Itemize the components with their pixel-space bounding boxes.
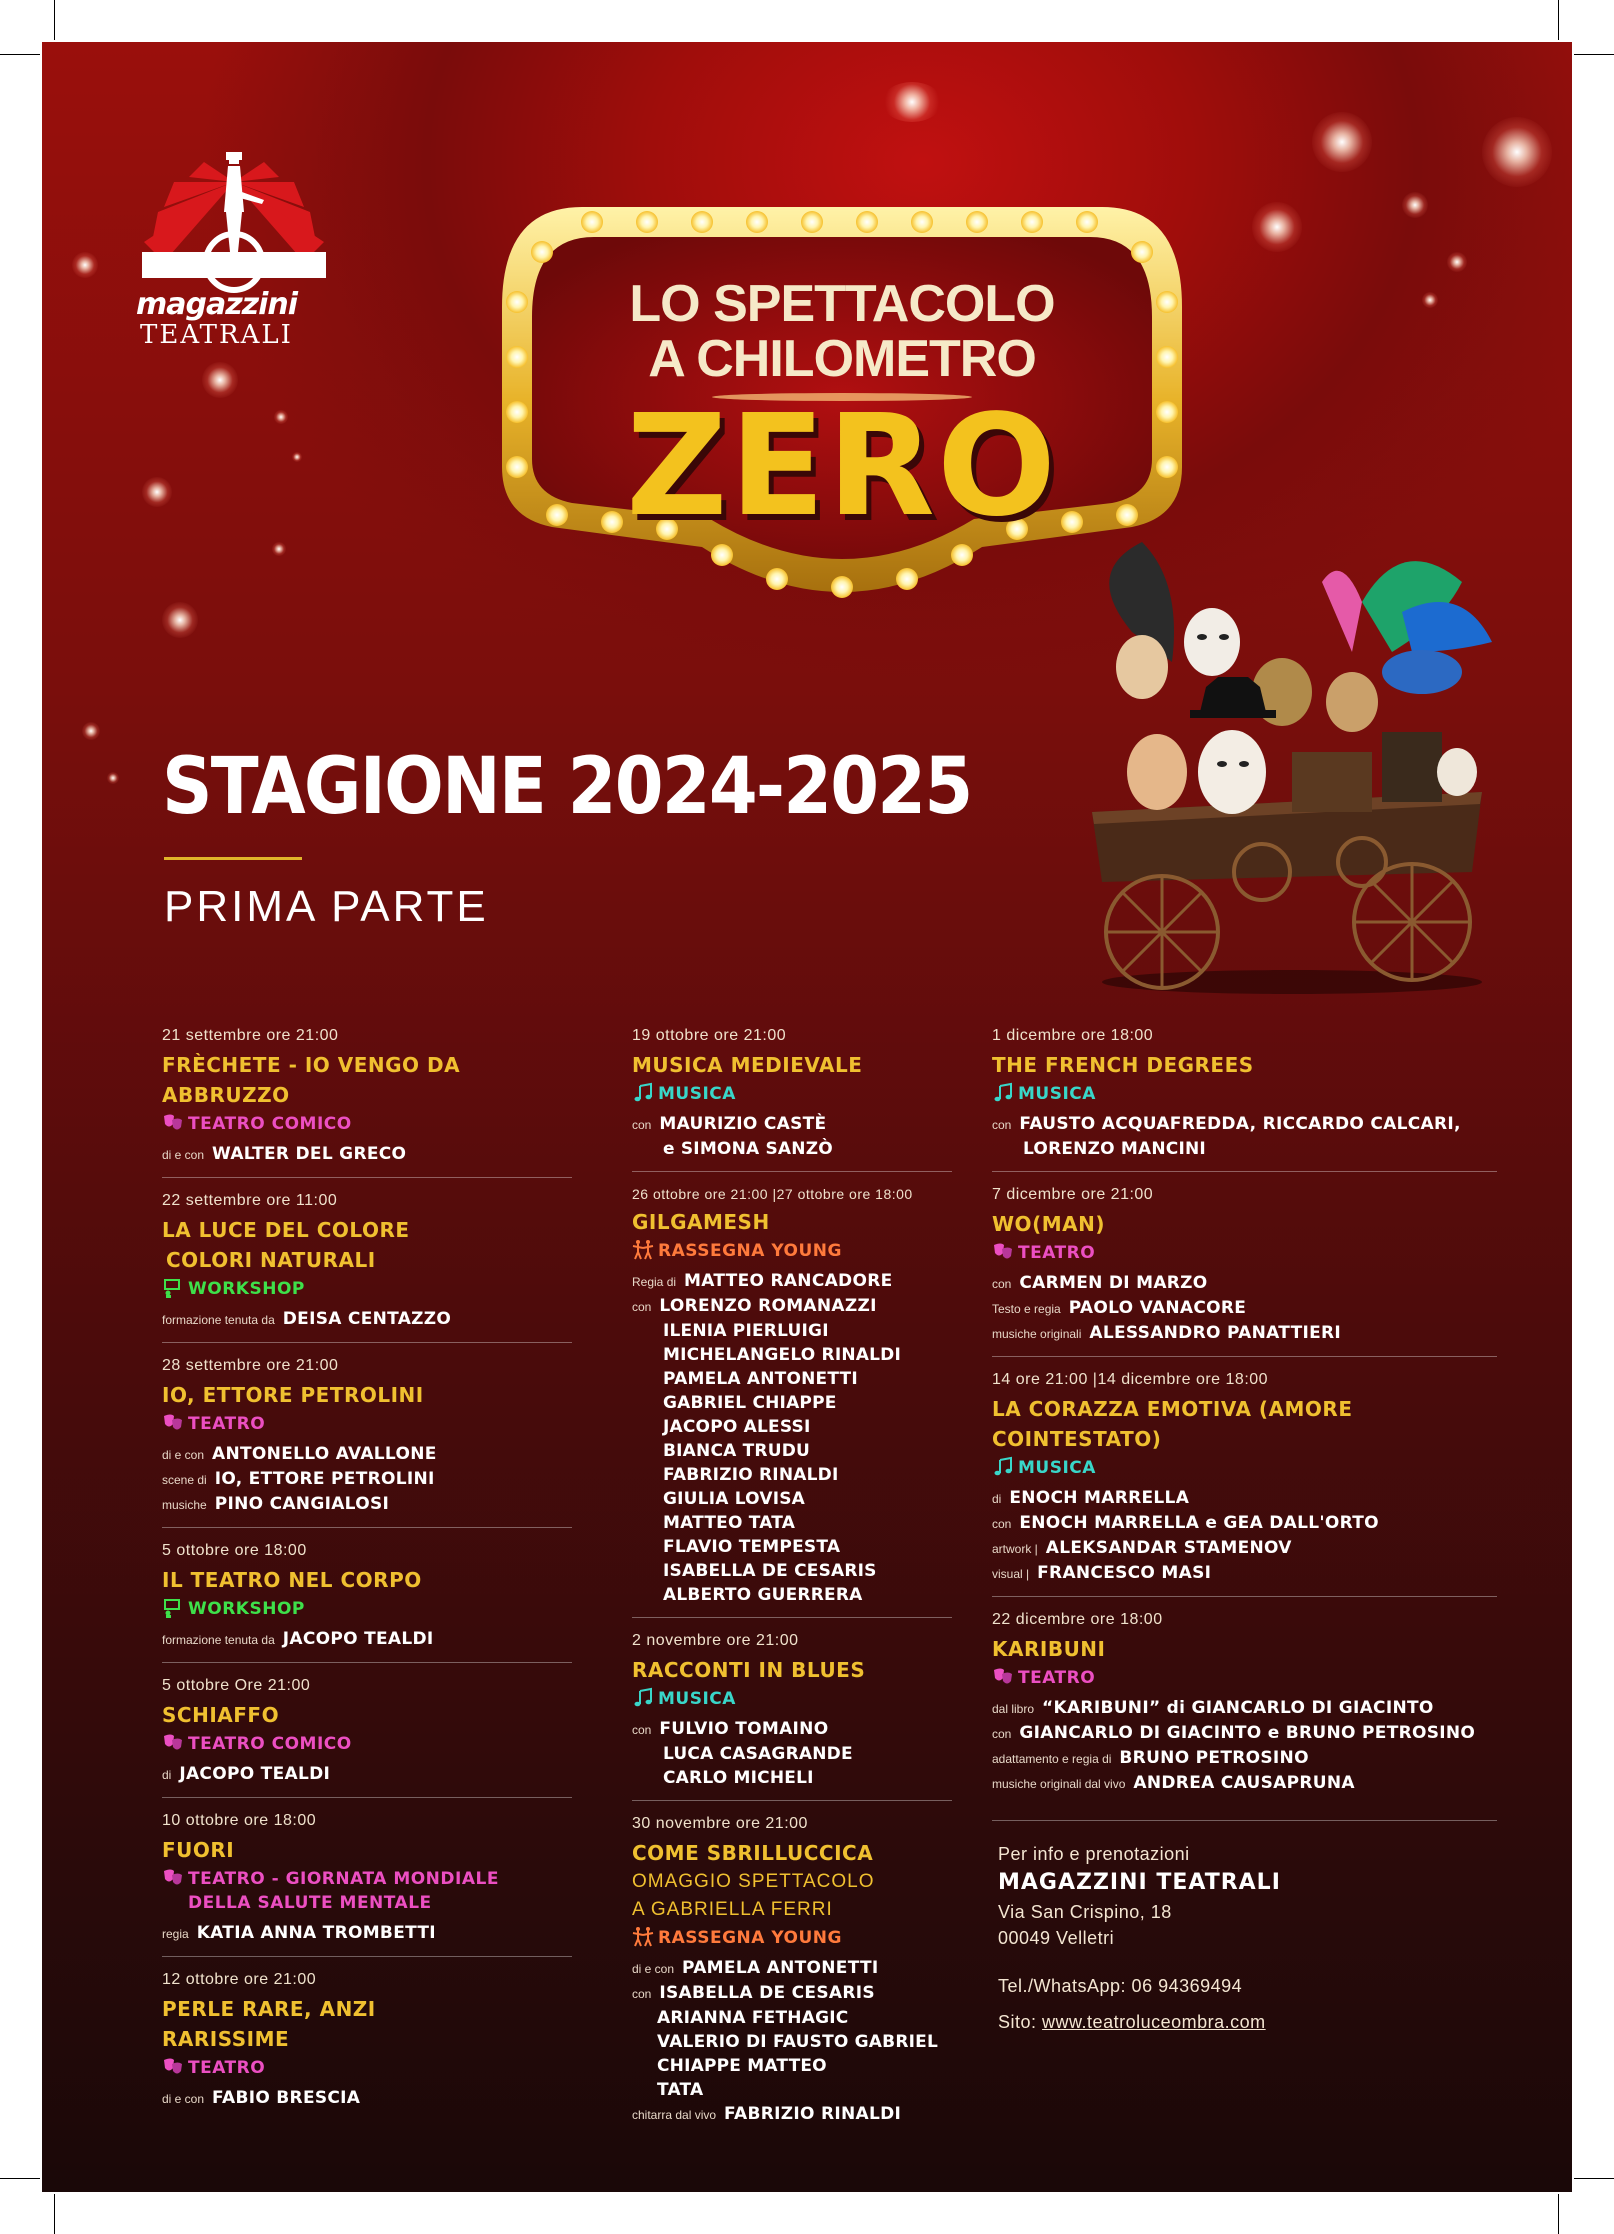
credit-line xyxy=(992,1296,1497,1321)
category-teatro xyxy=(162,1112,572,1136)
credit-line xyxy=(992,1511,1497,1536)
sparkle xyxy=(82,722,100,740)
category-musica xyxy=(632,1687,952,1711)
event-title: RACCONTI IN BLUES xyxy=(632,1658,866,1682)
credit-name: PAOLO VANACORE xyxy=(1068,1298,1247,1318)
credit-label: chitarra dal vivo xyxy=(632,2108,717,2122)
sparkle xyxy=(1312,112,1372,172)
credit-name: CARMEN DI MARZO xyxy=(1019,1273,1208,1293)
event-subtitle: OMAGGIO SPETTACOLO xyxy=(632,1871,875,1892)
category-label: MUSICA xyxy=(658,1084,736,1104)
credit-name: FAUSTO ACQUAFREDDA, RICCARDO CALCARI, xyxy=(1019,1114,1461,1134)
sparkle xyxy=(882,82,942,122)
event-date: 26 ottobre ore 21:00 |27 ottobre ore 18:00 xyxy=(632,1186,913,1202)
sparkle xyxy=(1252,202,1302,252)
category-label: WORKSHOP xyxy=(188,1599,305,1619)
performer-name: FABRIZIO RINALDI xyxy=(663,1465,839,1485)
performer-name: ARIANNA FETHAGIC xyxy=(657,2008,849,2028)
credit-name: ANTONELLO AVALLONE xyxy=(212,1444,437,1464)
season-title: STAGIONE 2024-2025 xyxy=(162,742,972,832)
performer-name: LORENZO MANCINI xyxy=(1023,1139,1206,1159)
contact-city: 00049 Velletri xyxy=(998,1928,1115,1948)
sparkle xyxy=(1447,252,1467,272)
credit-name: ISABELLA DE CESARIS xyxy=(659,1983,875,2003)
category-label: DELLA SALUTE MENTALE xyxy=(188,1893,432,1913)
event-french-degrees xyxy=(992,1027,1497,1172)
credit-label: visual | xyxy=(992,1567,1030,1581)
event-frechete xyxy=(162,1027,572,1178)
category-musica xyxy=(992,1082,1497,1106)
credit-label: musiche originali xyxy=(992,1327,1082,1341)
crop-mark xyxy=(0,2178,40,2179)
credit-label: artwork | xyxy=(992,1542,1038,1556)
performer-name: MICHELANGELO RINALDI xyxy=(663,1345,902,1365)
performer-name: ISABELLA DE CESARIS xyxy=(663,1561,877,1581)
theater-masks-icon xyxy=(162,1112,184,1134)
credit-label: con xyxy=(632,1723,652,1737)
event-date: 21 settembre ore 21:00 xyxy=(162,1027,339,1044)
category-workshop xyxy=(162,1597,572,1621)
theater-masks-icon xyxy=(162,2056,184,2078)
category-label: MUSICA xyxy=(1018,1458,1096,1478)
credit-line xyxy=(992,1536,1497,1561)
credit-line xyxy=(992,1321,1497,1346)
performer-name: CARLO MICHELI xyxy=(663,1768,814,1788)
title-divider xyxy=(164,857,302,860)
performer-name: MATTEO TATA xyxy=(663,1513,796,1533)
category-label: WORKSHOP xyxy=(188,1279,305,1299)
credit-name: MAURIZIO CASTÈ xyxy=(659,1114,827,1134)
poster xyxy=(42,42,1572,2192)
contact-intro: Per info e prenotazioni xyxy=(998,1844,1190,1864)
credit-name: ENOCH MARRELLA e GEA DALL'ORTO xyxy=(1019,1513,1379,1533)
theater-masks-icon xyxy=(992,1241,1014,1263)
event-teatro-corpo xyxy=(162,1542,572,1663)
event-title: COME SBRILLUCCICA xyxy=(632,1841,874,1865)
credit-line xyxy=(162,1442,572,1467)
credit-label: dal libro xyxy=(992,1702,1035,1716)
theater-masks-icon xyxy=(162,1732,184,1754)
workshop-icon xyxy=(162,1277,184,1299)
event-date: 2 novembre ore 21:00 xyxy=(632,1632,799,1649)
event-title: GILGAMESH xyxy=(632,1210,770,1234)
credit-label: formazione tenuta da xyxy=(162,1633,275,1647)
cast-list xyxy=(657,2006,952,2102)
category-teatro xyxy=(162,1412,572,1436)
crop-mark xyxy=(1574,54,1614,55)
theater-masks-icon xyxy=(992,1666,1014,1688)
credit-line xyxy=(162,2086,572,2111)
event-title: KARIBUNI xyxy=(992,1637,1106,1661)
category-musica xyxy=(992,1456,1497,1480)
performer-name: PAMELA ANTONETTI xyxy=(663,1369,858,1389)
event-fuori xyxy=(162,1812,572,1957)
event-subtitle: A GABRIELLA FERRI xyxy=(632,1899,833,1920)
performer-name: GABRIEL CHIAPPE xyxy=(663,1393,837,1413)
music-note-icon xyxy=(992,1456,1014,1478)
performer-name: JACOPO ALESSI xyxy=(663,1417,811,1437)
dancers-icon xyxy=(632,1926,654,1948)
crop-mark xyxy=(1558,2194,1559,2234)
theater-masks-icon xyxy=(162,1867,184,1889)
category-teatro xyxy=(162,1867,572,1915)
season-subtitle: PRIMA PARTE xyxy=(164,882,489,931)
category-teatro xyxy=(162,2056,572,2080)
credit-label: con xyxy=(992,1727,1012,1741)
category-label: RASSEGNA YOUNG xyxy=(658,1928,842,1948)
credit-name: “KARIBUNI” di GIANCARLO DI GIACINTO xyxy=(1042,1698,1434,1718)
event-title: IL TEATRO NEL CORPO xyxy=(162,1568,422,1592)
event-title: MUSICA MEDIEVALE xyxy=(632,1053,863,1077)
credit-label: con xyxy=(992,1118,1012,1132)
name-list xyxy=(663,1137,952,1161)
credit-name: MATTEO RANCADORE xyxy=(684,1271,893,1291)
credit-label: di e con xyxy=(162,2092,205,2106)
credit-name: ALEKSANDAR STAMENOV xyxy=(1045,1538,1292,1558)
credit-label: di e con xyxy=(632,1962,675,1976)
site-label: Sito: xyxy=(998,2012,1037,2032)
credit-line xyxy=(632,1717,952,1742)
credit-line xyxy=(632,1269,952,1294)
sparkle xyxy=(1402,192,1428,218)
event-date: 5 ottobre Ore 21:00 xyxy=(162,1677,311,1694)
category-label: TEATRO - GIORNATA MONDIALE xyxy=(188,1869,499,1889)
category-label: TEATRO COMICO xyxy=(188,1114,352,1134)
event-title: THE FRENCH DEGREES xyxy=(992,1053,1254,1077)
contact-street: Via San Crispino, 18 xyxy=(998,1902,1172,1922)
event-date: 19 ottobre ore 21:00 xyxy=(632,1027,787,1044)
logo-wordmark-sub: TEATRALI xyxy=(140,320,293,350)
crop-mark xyxy=(0,54,40,55)
credit-line xyxy=(992,1561,1497,1586)
credit-name: FABRIZIO RINALDI xyxy=(724,2104,902,2124)
workshop-icon xyxy=(162,1597,184,1619)
event-title: WO(MAN) xyxy=(992,1212,1105,1236)
category-label: MUSICA xyxy=(1018,1084,1096,1104)
credit-name: JACOPO TEALDI xyxy=(179,1764,331,1784)
credit-name: FABIO BRESCIA xyxy=(212,2088,361,2108)
contact-phone: Tel./WhatsApp: 06 94369494 xyxy=(998,1976,1243,1996)
performer-name: e SIMONA SANZÒ xyxy=(663,1139,833,1159)
credit-name: LORENZO ROMANAZZI xyxy=(659,1296,877,1316)
event-petrolini xyxy=(162,1357,572,1528)
credit-line xyxy=(162,1307,572,1332)
credit-line xyxy=(162,1921,572,1946)
credit-label: con xyxy=(992,1277,1012,1291)
event-title: LA LUCE DEL COLORE xyxy=(162,1218,410,1242)
category-rassegna-young xyxy=(632,1239,952,1263)
credit-line xyxy=(162,1627,572,1652)
event-title: FUORI xyxy=(162,1838,235,1862)
event-date: 7 dicembre ore 21:00 xyxy=(992,1186,1154,1203)
credit-name: ENOCH MARRELLA xyxy=(1009,1488,1190,1508)
credit-line xyxy=(632,1956,952,1981)
credit-name: PINO CANGIALOSI xyxy=(214,1494,390,1514)
category-teatro xyxy=(992,1241,1497,1265)
event-title: COLORI NATURALI xyxy=(166,1248,376,1272)
event-title: PERLE RARE, ANZI xyxy=(162,1997,376,2021)
credit-line xyxy=(632,2102,952,2127)
credit-name: DEISA CENTAZZO xyxy=(282,1309,452,1329)
schedule-column-1 xyxy=(162,1027,572,2135)
event-come-sbrilluccica xyxy=(632,1815,952,2137)
credit-name: ALESSANDRO PANATTIERI xyxy=(1089,1323,1342,1343)
event-title: COINTESTATO) xyxy=(992,1427,1162,1451)
music-note-icon xyxy=(992,1082,1014,1104)
category-teatro xyxy=(992,1666,1497,1690)
credit-line xyxy=(992,1771,1497,1796)
credit-name: PAMELA ANTONETTI xyxy=(682,1958,879,1978)
credit-line xyxy=(992,1696,1497,1721)
credit-label: Testo e regia xyxy=(992,1302,1061,1316)
credit-label: con xyxy=(632,1300,652,1314)
sparkle xyxy=(1482,117,1552,187)
sparkle xyxy=(72,252,98,278)
event-title: SCHIAFFO xyxy=(162,1703,280,1727)
credit-name: WALTER DEL GRECO xyxy=(212,1144,407,1164)
credit-name: JACOPO TEALDI xyxy=(282,1629,434,1649)
credit-label: formazione tenuta da xyxy=(162,1313,275,1327)
credit-label: di e con xyxy=(162,1148,205,1162)
category-label: TEATRO xyxy=(1018,1668,1096,1688)
sparkle xyxy=(162,602,198,638)
credit-name: BRUNO PETROSINO xyxy=(1119,1748,1309,1768)
credit-line xyxy=(632,1294,952,1319)
event-racconti-blues xyxy=(632,1632,952,1801)
music-note-icon xyxy=(632,1687,654,1709)
event-schiaffo xyxy=(162,1677,572,1798)
crop-mark xyxy=(1558,0,1559,40)
sparkle xyxy=(1422,292,1438,308)
music-note-icon xyxy=(632,1082,654,1104)
sparkle xyxy=(107,772,119,784)
credit-line xyxy=(992,1721,1497,1746)
credit-label: musiche originali dal vivo xyxy=(992,1777,1126,1791)
event-gilgamesh xyxy=(632,1186,952,1618)
event-luce-colore xyxy=(162,1192,572,1343)
credit-line xyxy=(162,1142,572,1167)
credit-name: FRANCESCO MASI xyxy=(1037,1563,1212,1583)
credit-name: IO, ETTORE PETROLINI xyxy=(214,1469,435,1489)
contact-info xyxy=(992,1820,1497,2035)
event-title: ABBRUZZO xyxy=(162,1083,290,1107)
marquee-line1: LO SPETTACOLO xyxy=(629,275,1055,333)
performer-name: ILENIA PIERLUIGI xyxy=(663,1321,829,1341)
credit-name: FULVIO TOMAINO xyxy=(659,1719,829,1739)
credit-label: di xyxy=(992,1492,1002,1506)
credit-line xyxy=(992,1746,1497,1771)
cast-list xyxy=(663,1742,952,1790)
category-label: MUSICA xyxy=(658,1689,736,1709)
category-musica xyxy=(632,1082,952,1106)
category-label: TEATRO xyxy=(188,2058,266,2078)
event-title: RARISSIME xyxy=(162,2027,290,2051)
category-teatro xyxy=(162,1732,572,1756)
event-date: 22 dicembre ore 18:00 xyxy=(992,1611,1163,1628)
credit-label: con xyxy=(632,1987,652,2001)
performer-name: FLAVIO TEMPESTA xyxy=(663,1537,841,1557)
event-date: 12 ottobre ore 21:00 xyxy=(162,1971,317,1988)
event-title: IO, ETTORE PETROLINI xyxy=(162,1383,424,1407)
site-link[interactable]: www.teatroluceombra.com xyxy=(1042,2012,1266,2032)
credit-label: regia xyxy=(162,1927,189,1941)
sparkle xyxy=(202,362,238,398)
event-date: 28 settembre ore 21:00 xyxy=(162,1357,339,1374)
event-title: LA CORAZZA EMOTIVA (AMORE xyxy=(992,1397,1353,1421)
name-list xyxy=(1023,1137,1497,1161)
event-date: 5 ottobre ore 18:00 xyxy=(162,1542,307,1559)
performer-name: ALBERTO GUERRERA xyxy=(663,1585,863,1605)
credit-name: ANDREA CAUSAPRUNA xyxy=(1133,1773,1355,1793)
schedule-column-3 xyxy=(992,1027,1497,2035)
event-corazza-emotiva xyxy=(992,1371,1497,1597)
logo-wordmark: magazzini xyxy=(136,287,298,322)
credit-label: adattamento e regia di xyxy=(992,1752,1112,1766)
credit-line xyxy=(162,1467,572,1492)
dancers-icon xyxy=(632,1239,654,1261)
marquee-zero: ZERO xyxy=(626,385,1058,548)
performer-name: CHIAPPE MATTEO xyxy=(657,2056,827,2076)
credit-line xyxy=(992,1271,1497,1296)
performer-name: BIANCA TRUDU xyxy=(663,1441,811,1461)
mask-cart-illustration xyxy=(1062,542,1502,1002)
event-date: 30 novembre ore 21:00 xyxy=(632,1815,808,1832)
crop-mark xyxy=(1574,2178,1614,2179)
event-perle-rare xyxy=(162,1971,572,2121)
event-musica-medievale xyxy=(632,1027,952,1172)
credit-label: di xyxy=(162,1768,172,1782)
crop-mark xyxy=(54,0,55,40)
schedule-column-2 xyxy=(632,1027,952,2151)
contact-name: MAGAZZINI TEATRALI xyxy=(998,1870,1281,1895)
theater-masks-icon xyxy=(162,1412,184,1434)
category-label: TEATRO xyxy=(188,1414,266,1434)
category-workshop xyxy=(162,1277,572,1301)
credit-label: musiche xyxy=(162,1498,207,1512)
performer-name: GIULIA LOVISA xyxy=(663,1489,806,1509)
credit-label: Regia di xyxy=(632,1275,677,1289)
credit-name: GIANCARLO DI GIACINTO e BRUNO PETROSINO xyxy=(1019,1723,1476,1743)
event-date: 14 ore 21:00 |14 dicembre ore 18:00 xyxy=(992,1371,1269,1388)
sparkle xyxy=(292,452,302,462)
category-label: TEATRO COMICO xyxy=(188,1734,352,1754)
cast-list xyxy=(663,1319,952,1607)
credit-line xyxy=(992,1486,1497,1511)
credit-name: KATIA ANNA TROMBETTI xyxy=(196,1923,436,1943)
sparkle xyxy=(274,410,288,424)
event-date: 10 ottobre ore 18:00 xyxy=(162,1812,317,1829)
sparkle xyxy=(272,542,286,556)
event-woman xyxy=(992,1186,1497,1357)
event-date: 22 settembre ore 11:00 xyxy=(162,1192,338,1209)
crop-mark xyxy=(54,2194,55,2234)
category-label: TEATRO xyxy=(1018,1243,1096,1263)
event-karibuni xyxy=(992,1611,1497,1806)
credit-line xyxy=(632,1112,952,1137)
credit-label: scene di xyxy=(162,1473,207,1487)
event-title: FRÈCHETE - IO VENGO DA xyxy=(162,1053,461,1077)
event-date: 1 dicembre ore 18:00 xyxy=(992,1027,1154,1044)
credit-label: di e con xyxy=(162,1448,205,1462)
performer-name: VALERIO DI FAUSTO GABRIEL xyxy=(657,2032,938,2052)
performer-name: TATA xyxy=(657,2080,704,2100)
contact-site xyxy=(998,2009,1497,2035)
credit-label: con xyxy=(992,1517,1012,1531)
marquee-line2: A CHILOMETRO xyxy=(648,330,1036,388)
category-label: RASSEGNA YOUNG xyxy=(658,1241,842,1261)
credit-line xyxy=(632,1981,952,2006)
category-rassegna-young xyxy=(632,1926,952,1950)
sparkle xyxy=(142,477,172,507)
credit-label: con xyxy=(632,1118,652,1132)
performer-name: LUCA CASAGRANDE xyxy=(663,1744,853,1764)
credit-line xyxy=(992,1112,1497,1137)
credit-line xyxy=(162,1492,572,1517)
credit-line xyxy=(162,1762,572,1787)
